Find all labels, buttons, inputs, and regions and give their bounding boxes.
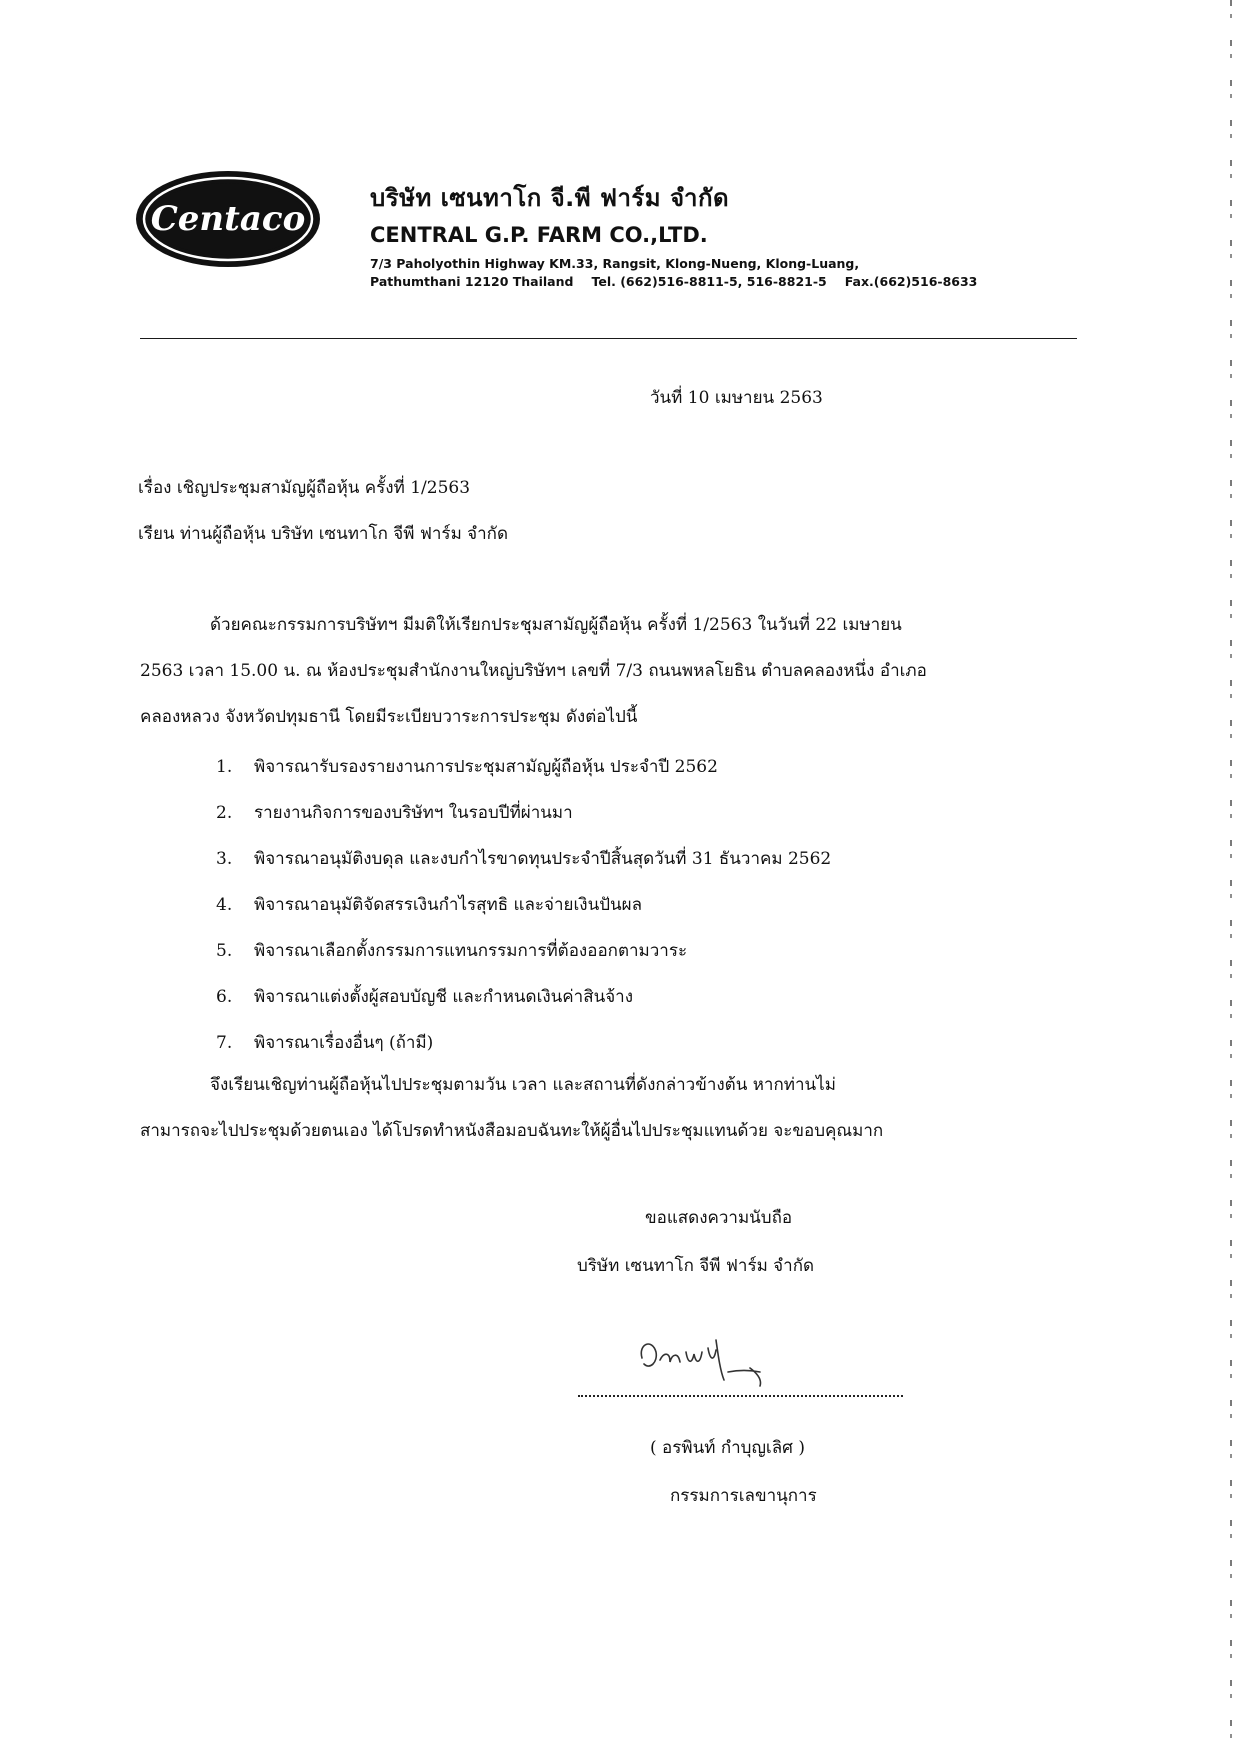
agenda-text: พิจารณาอนุมัติงบดุล และงบกำไรขาดทุนประจำปีสิ้นสุดวันที่ 31 ธันวาคม 2562 [254, 849, 832, 869]
company-address-line2 [370, 273, 1090, 291]
agenda-number: 6. [216, 987, 233, 1007]
agenda-list [216, 753, 831, 1075]
company-logo [133, 168, 323, 270]
company-city: Pathumthani 12120 Thailand [370, 274, 574, 289]
agenda-text: พิจารณาเรื่องอื่นๆ (ถ้ามี) [254, 1033, 434, 1053]
agenda-text: พิจารณาเลือกตั้งกรรมการแทนกรรมการที่ต้องออกตามวาระ [254, 941, 688, 961]
agenda-number: 5. [216, 941, 233, 961]
agenda-item [216, 891, 831, 937]
company-name-thai: บริษัท เซนทาโก จี.พี ฟาร์ม จำกัด [370, 184, 730, 212]
agenda-text: รายงานกิจการของบริษัทฯ ในรอบปีที่ผ่านมา [254, 803, 573, 823]
agenda-number: 3. [216, 849, 233, 869]
letter-recipient: เรียน ท่านผู้ถือหุ้น บริษัท เซนทาโก จีพี ฟาร์ม จำกัด [138, 524, 509, 544]
signature-dotted-line [578, 1395, 903, 1397]
letterhead-company-info [370, 178, 1090, 291]
company-address-line1: 7/3 Paholyothin Highway KM.33, Rangsit, Klong-Nueng, Klong-Luang, [370, 256, 860, 271]
agenda-item [216, 845, 831, 891]
paragraph-line: 2563 เวลา 15.00 น. ณ ห้องประชุมสำนักงานใหญ่บริษัทฯ เลขที่ 7/3 ถนนพหลโยธิน ตำบลคลองหนึ่ง อำเภอ [140, 661, 927, 681]
agenda-item [216, 1029, 831, 1075]
letter-date: วันที่ 10 เมษายน 2563 [650, 388, 823, 408]
agenda-item [216, 937, 831, 983]
agenda-text: พิจารณาอนุมัติจัดสรรเงินกำไรสุทธิ และจ่ายเงินปันผล [254, 895, 642, 915]
handwritten-signature [630, 1330, 830, 1400]
paragraph-line: คลองหลวง จังหวัดปทุมธานี โดยมีระเบียบวาระการประชุม ดังต่อไปนี้ [140, 707, 638, 727]
scan-edge-artifact [1230, 0, 1232, 1754]
signer-title: กรรมการเลขานุการ [670, 1486, 817, 1506]
agenda-number: 2. [216, 803, 233, 823]
closing-company-name: บริษัท เซนทาโก จีพี ฟาร์ม จำกัด [577, 1256, 815, 1276]
agenda-text: พิจารณารับรองรายงานการประชุมสามัญผู้ถือหุ้น ประจำปี 2562 [254, 757, 718, 777]
letterhead-divider [140, 338, 1077, 339]
agenda-item [216, 983, 831, 1029]
signer-name: ( อรพินท์ กำบุญเลิศ ) [650, 1438, 805, 1458]
closing-salutation: ขอแสดงความนับถือ [645, 1208, 793, 1228]
agenda-text: พิจารณาแต่งตั้งผู้สอบบัญชี และกำหนดเงินค่าสินจ้าง [254, 987, 634, 1007]
closing-paragraph-line: สามารถจะไปประชุมด้วยตนเอง ได้โปรดทำหนังสือมอบฉันทะให้ผู้อื่นไปประชุมแทนด้วย จะขอบคุณมาก [140, 1121, 884, 1141]
logo-text: Centaco [150, 199, 306, 239]
letter-subject: เรื่อง เชิญประชุมสามัญผู้ถือหุ้น ครั้งที่ 1/2563 [138, 478, 471, 498]
agenda-number: 7. [216, 1033, 233, 1053]
company-fax: Fax.(662)516-8633 [844, 274, 978, 289]
company-name-english: CENTRAL G.P. FARM CO.,LTD. [370, 223, 708, 247]
agenda-item [216, 753, 831, 799]
company-tel: Tel. (662)516-8811-5, 516-8821-5 [591, 274, 827, 289]
paragraph-line: ด้วยคณะกรรมการบริษัทฯ มีมติให้เรียกประชุมสามัญผู้ถือหุ้น ครั้งที่ 1/2563 ในวันที่ 22 เมษายน [210, 615, 902, 635]
agenda-number: 1. [216, 757, 233, 777]
agenda-item [216, 799, 831, 845]
closing-paragraph-line: จึงเรียนเชิญท่านผู้ถือหุ้นไปประชุมตามวัน เวลา และสถานที่ดังกล่าวข้างต้น หากท่านไม่ [210, 1075, 836, 1095]
agenda-number: 4. [216, 895, 233, 915]
